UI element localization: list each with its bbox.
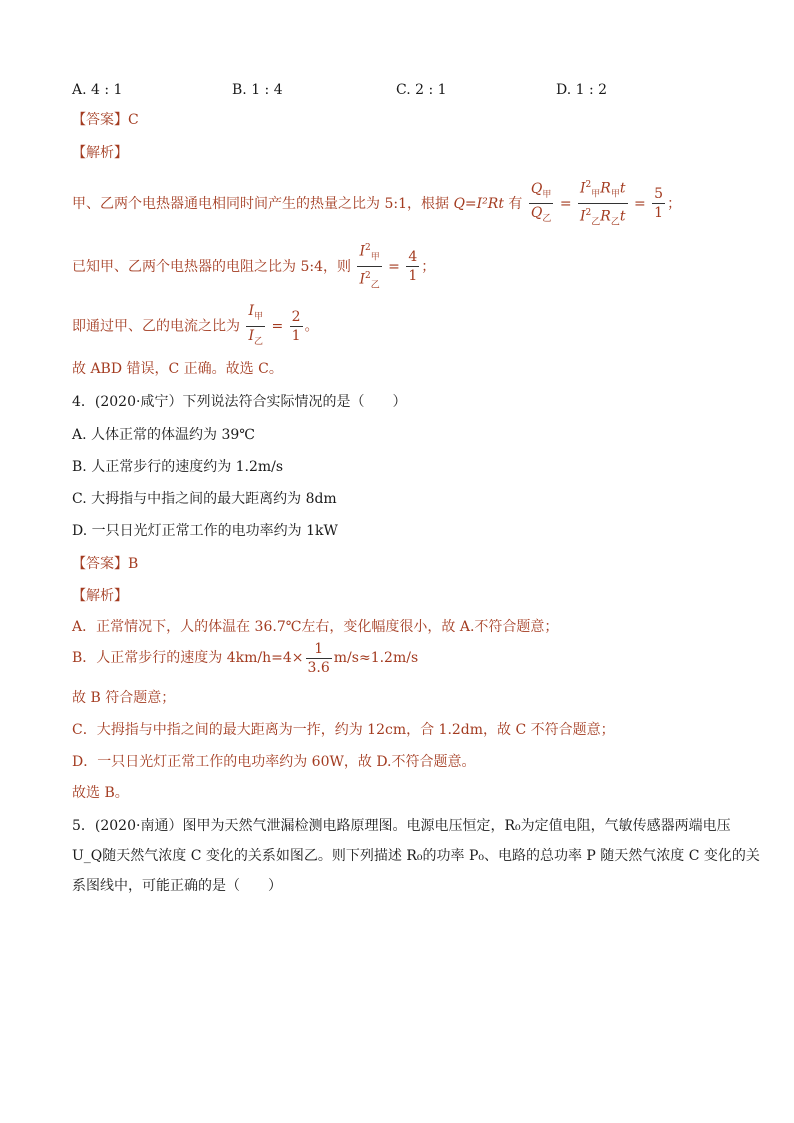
fraction-1-3-6: $\frac{1}{3.6}$ — [307, 640, 330, 676]
q4-final: 故选 B。 — [72, 785, 129, 801]
option-b: B. 1 : 4 — [232, 82, 283, 98]
fraction-5-1: $\frac{5}{1}$ — [654, 186, 664, 222]
fraction-i2: $\frac{I^2_甲}{I^2_乙}$ — [357, 239, 381, 295]
q3-line1-has: 有 — [508, 195, 523, 212]
q5-line1: 5．(2020·南通）图甲为天然气泄漏检测电路原理图。电源电压恒定，R₀为定值电阻，气敏传感器两端电压 — [72, 818, 731, 834]
q3-analysis-line3: 即通过甲、乙的电流之比为 $\frac{I_甲}{I_乙}$ = $\frac{2}{1}$ 。 — [72, 302, 319, 351]
q4-explain-c: C．大拇指与中指之间的最大距离为一拃，约为 12cm，合 1.2dm，故 C 不符合题意； — [72, 722, 615, 738]
q4-explain-d: D．一只日光灯正常工作的电功率约为 60W，故 D.不符合题意。 — [72, 754, 476, 770]
fraction-4-1: $\frac{4}{1}$ — [408, 249, 418, 285]
fraction-i2rt: $\frac{I^2_甲R_甲t}{I^2_乙R_乙t}$ — [578, 176, 627, 232]
fraction-i: $\frac{I_甲}{I_乙}$ — [248, 303, 263, 347]
q5-line2: U_Q随天然气浓度 C 变化的关系如图乙。则下列描述 R₀的功率 P₀、电路的总功率 P 随天然气浓度 C 变化的关 — [72, 848, 760, 864]
q3-answer: 【答案】C — [72, 112, 139, 128]
q3-analysis-line1: 甲、乙两个电热器通电相同时间产生的热量之比为 5:1，根据 Q=I²Rt 有 $\frac{Q_甲}{Q_乙}$ = $\frac{I^2_甲R_甲t}{I^2_乙R_乙t}$ = $\frac{5}{1}$ ； — [72, 176, 681, 232]
q4-option-c: C. 大拇指与中指之间的最大距离约为 8dm — [72, 491, 337, 507]
q4-analysis-title: 【解析】 — [72, 588, 128, 604]
q3-formula: Q=I²Rt — [453, 195, 504, 212]
q4-explain-b-part2: m/s≈1.2m/s — [333, 650, 419, 666]
q3-line2-text: 已知甲、乙两个电热器的电阻之比为 5:4，则 — [72, 258, 351, 275]
fraction-q: $\frac{Q_甲}{Q_乙}$ — [530, 180, 552, 225]
q4-option-a: A. 人体正常的体温约为 39℃ — [72, 427, 255, 443]
q4-explain-a: A．正常情况下，人的体温在 36.7℃左右，变化幅度很小，故 A.不符合题意； — [72, 619, 559, 635]
q4-explain-b — [72, 636, 418, 680]
option-c: C. 2 : 1 — [396, 82, 447, 98]
q4-option-d: D. 一只日光灯正常工作的电功率约为 1kW — [72, 523, 338, 539]
option-d: D. 1 : 2 — [556, 82, 608, 98]
q4-explain-b-part1: B．人正常步行的速度为 4km/h=4× — [72, 650, 304, 666]
q4-option-b: B. 人正常步行的速度约为 1.2m/s — [72, 459, 284, 475]
option-a: A. 4 : 1 — [72, 82, 123, 98]
q3-analysis-title: 【解析】 — [72, 145, 128, 161]
fraction-2-1: $\frac{2}{1}$ — [291, 308, 301, 344]
q4-explain-b-conclusion: 故 B 符合题意； — [72, 690, 176, 706]
q4-answer: 【答案】B — [72, 556, 139, 572]
q3-conclusion: 故 ABD 错误，C 正确。故选 C。 — [72, 361, 283, 377]
q5-line3: 系图线中，可能正确的是（ ） — [72, 878, 282, 894]
q3-line3-text: 即通过甲、乙的电流之比为 — [72, 318, 240, 335]
q3-line1-text: 甲、乙两个电热器通电相同时间产生的热量之比为 5:1，根据 — [72, 195, 449, 212]
q4-stem: 4．(2020·咸宁）下列说法符合实际情况的是（ ） — [72, 394, 407, 410]
q3-analysis-line2: 已知甲、乙两个电热器的电阻之比为 5:4，则 $\frac{I^2_甲}{I^2_乙}$ = $\frac{4}{1}$ ； — [72, 239, 435, 295]
